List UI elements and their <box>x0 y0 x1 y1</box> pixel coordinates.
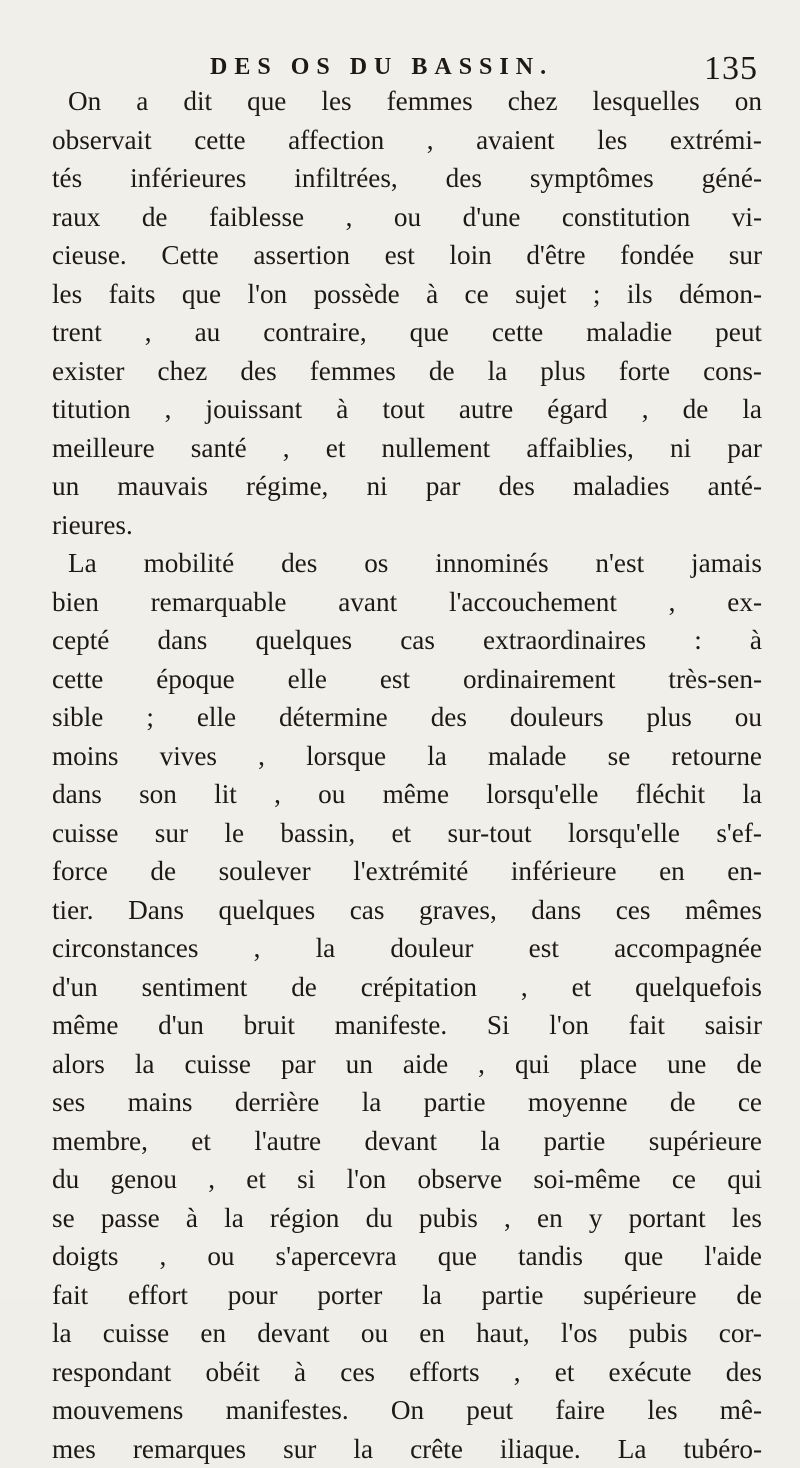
text-line: cuisse sur le bassin, et sur-tout lorsqu'elle s'ef- <box>52 814 762 853</box>
text-line: fait effort pour porter la partie supérieure de <box>52 1276 762 1315</box>
text-line: ses mains derrière la partie moyenne de ce <box>52 1083 762 1122</box>
text-line: bien remarquable avant l'accouchement , ex- <box>52 583 762 622</box>
text-line: alors la cuisse par un aide , qui place une de <box>52 1045 762 1084</box>
text-line: exister chez des femmes de la plus forte cons- <box>52 352 762 391</box>
text-line: cieuse. Cette assertion est loin d'être fondée sur <box>52 236 762 275</box>
text-line: force de soulever l'extrémité inférieure en en- <box>52 852 762 891</box>
page-number: 135 <box>704 50 758 88</box>
text-line: tier. Dans quelques cas graves, dans ces mêmes <box>52 891 762 930</box>
text-line: tés inférieures infiltrées, des symptômes géné- <box>52 159 762 198</box>
text-line: raux de faiblesse , ou d'une constitution vi- <box>52 198 762 237</box>
text-line: un mauvais régime, ni par des maladies anté- <box>52 467 762 506</box>
text-line: La mobilité des os innominés n'est jamais <box>52 544 762 583</box>
running-title: DES OS DU BASSIN. <box>210 54 553 81</box>
body-text <box>52 82 762 1468</box>
text-line: mouvemens manifestes. On peut faire les mê- <box>52 1391 762 1430</box>
text-line: sible ; elle détermine des douleurs plus ou <box>52 698 762 737</box>
text-line: respondant obéit à ces efforts , et exécute des <box>52 1353 762 1392</box>
text-line: On a dit que les femmes chez lesquelles on <box>52 82 762 121</box>
text-line: la cuisse en devant ou en haut, l'os pubis cor- <box>52 1314 762 1353</box>
text-line: mes remarques sur la crête iliaque. La tubéro- <box>52 1430 762 1468</box>
text-line: d'un sentiment de crépitation , et quelquefois <box>52 968 762 1007</box>
text-line: titution , jouissant à tout autre égard , de la <box>52 390 762 429</box>
text-line: même d'un bruit manifeste. Si l'on fait saisir <box>52 1006 762 1045</box>
text-line: se passe à la région du pubis , en y portant les <box>52 1199 762 1238</box>
text-line: cette époque elle est ordinairement très-sen- <box>52 660 762 699</box>
text-line: trent , au contraire, que cette maladie peut <box>52 313 762 352</box>
text-line: moins vives , lorsque la malade se retourne <box>52 737 762 776</box>
text-line: rieures. <box>52 506 762 545</box>
text-line: observait cette affection , avaient les extrémi- <box>52 121 762 160</box>
text-line: membre, et l'autre devant la partie supérieure <box>52 1122 762 1161</box>
text-line: meilleure santé , et nullement affaiblies, ni par <box>52 429 762 468</box>
text-line: les faits que l'on possède à ce sujet ; ils démon- <box>52 275 762 314</box>
text-line: dans son lit , ou même lorsqu'elle fléchit la <box>52 775 762 814</box>
text-line: du genou , et si l'on observe soi-même ce qui <box>52 1160 762 1199</box>
text-line: cepté dans quelques cas extraordinaires : à <box>52 621 762 660</box>
text-line: circonstances , la douleur est accompagnée <box>52 929 762 968</box>
text-line: doigts , ou s'apercevra que tandis que l'aide <box>52 1237 762 1276</box>
